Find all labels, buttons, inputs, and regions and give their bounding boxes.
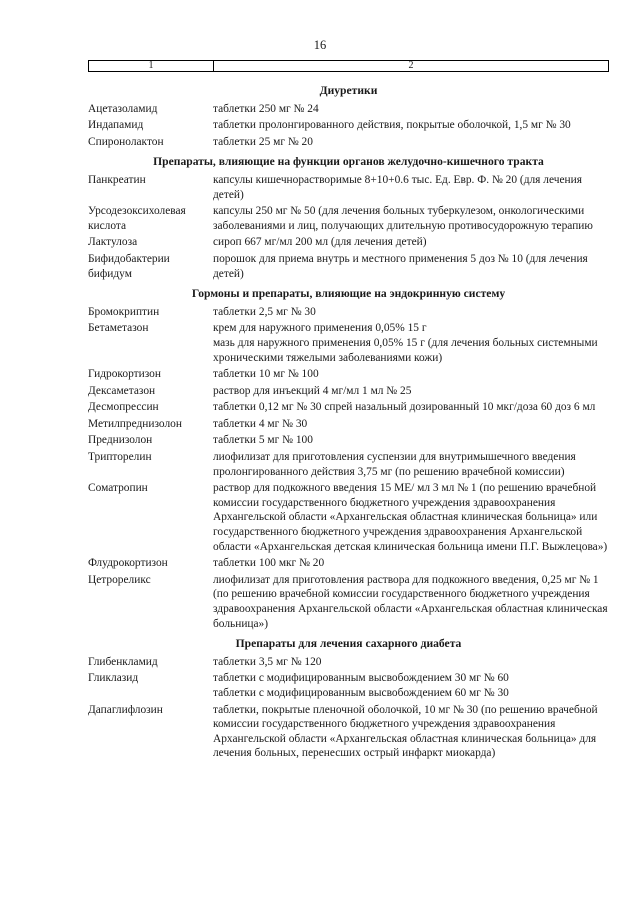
drug-form: сироп 667 мг/мл 200 мл (для лечения детей) (213, 236, 427, 249)
section-title-diuretics: Диуретики (319, 84, 378, 97)
drug-name: Флудрокортизон (88, 557, 168, 570)
drug-form: таблетки 10 мг № 100 (213, 368, 319, 381)
drug-name: Спиронолактон (88, 135, 164, 148)
drug-row (88, 481, 609, 554)
drug-name: Метилпреднизолон (88, 417, 182, 430)
drug-name: Трипторелин (88, 451, 152, 464)
drug-form: таблетки, покрытые пленочной оболочкой, 10 мг № 30 (по решению врачебной комиссии государственного бюджетного учреждения здравоохранения Архангельской области «Архангельская областная клиническая больница» для лечения больных, перенесших острый инфаркт миокарда) (213, 703, 598, 760)
drug-form: лиофилизат для приготовления раствора для подкожного введения, 0,25 мг № 1 (по решению врачебной комиссии государственного бюджетного учреждения здравоохранения Архангельской области «Архангельская областная клиническая больница») (213, 573, 608, 630)
drug-name: Гликлазид (88, 672, 139, 685)
drug-row (88, 400, 609, 415)
drug-form: таблетки 25 мг № 20 (213, 135, 313, 148)
drug-name: Лактулоза (88, 236, 138, 249)
drug-form: крем для наружного применения 0,05% 15 г (213, 322, 427, 335)
drug-form: таблетки 250 мг № 24 (213, 102, 319, 115)
drug-name: Бетаметазон (88, 322, 149, 335)
drug-form: раствор для инъекций 4 мг/мл 1 мл № 25 (213, 384, 412, 397)
drug-name: Панкреатин (88, 173, 146, 186)
drug-row (88, 173, 609, 202)
drug-name: Гидрокортизон (88, 368, 161, 381)
drug-row (88, 102, 609, 117)
drug-form: капсулы кишечнорастворимые 8+10+0.6 тыс. Ед. Евр. Ф. № 20 (для лечения детей) (213, 173, 582, 201)
drug-form: лиофилизат для приготовления суспензии для внутримышечного введения пролонгированного действия 3,75 мг (по решению врачебной комиссии) (213, 451, 576, 478)
drug-row (88, 321, 609, 365)
drug-row (88, 118, 609, 133)
column-header-2: 2 (408, 60, 414, 71)
drug-form: таблетки 0,12 мг № 30 спрей назальный дозированный 10 мкг/доза 60 доз 6 мл (213, 401, 596, 414)
drug-form: мазь для наружного применения 0,05% 15 г (для лечения больных системными хроническими тяжелыми заболеваниями кожи) (213, 336, 598, 364)
drug-row (88, 556, 609, 571)
column-header-row (88, 60, 609, 72)
drug-row (88, 450, 609, 479)
drug-row (88, 703, 609, 761)
drug-form: таблетки пролонгированного действия, покрытые оболочкой, 1,5 мг № 30 (213, 119, 571, 132)
drug-form: таблетки 5 мг № 100 (213, 434, 313, 447)
drug-row (88, 384, 609, 399)
drug-name: Цетрореликс (88, 573, 151, 586)
drug-name: Урсодезоксихолевая кислота (88, 205, 186, 232)
drug-form: таблетки 100 мкг № 20 (213, 557, 325, 570)
drug-row (88, 252, 609, 281)
drug-name: Дексаметазон (88, 384, 156, 397)
drug-name: Бромокриптин (88, 305, 160, 318)
drug-form: порошок для приема внутрь и местного применения 5 доз № 10 (для лечения детей) (213, 252, 588, 280)
drug-name: Ацетазоламид (88, 102, 158, 115)
drug-form: таблетки 2,5 мг № 30 (213, 305, 316, 318)
section-title-hormones: Гормоны и препараты, влияющие на эндокринную систему (191, 287, 506, 301)
drug-row (88, 655, 609, 670)
drug-name: Соматропин (88, 482, 148, 495)
drug-form: таблетки с модифицированным высвобождением 60 мг № 30 (213, 686, 509, 699)
drug-name: Глибенкламид (88, 655, 158, 668)
drug-name: Бифидобактерии бифидум (88, 252, 170, 280)
drug-name: Дапаглифлозин (88, 703, 163, 716)
section-title-diabetes: Препараты для лечения сахарного диабета (235, 637, 462, 651)
drug-row (88, 135, 609, 150)
section-title-gastrointestinal: Препараты, влияющие на функции органов желудочно-кишечного тракта (153, 155, 544, 169)
drug-name: Преднизолон (88, 434, 153, 447)
drug-row (88, 433, 609, 448)
drug-row (88, 305, 609, 320)
drug-form: таблетки 4 мг № 30 (213, 417, 308, 430)
drug-row (88, 235, 609, 250)
drug-row (88, 671, 609, 700)
drug-row (88, 204, 609, 233)
page-number: 16 (313, 38, 327, 52)
drug-row (88, 367, 609, 382)
drug-row (88, 573, 609, 631)
drug-name: Десмопрессин (88, 401, 159, 414)
drug-row (88, 417, 609, 432)
drug-form: раствор для подкожного введения 15 МЕ/ мл 3 мл № 1 (по решению врачебной комиссии государственного бюджетного учреждения здравоохранения Архангельской области «Архангельская областная клиническая больница» или государственного бюджетного учреждения здравоохранения Архангельской области «Архангельская детская клиническая больница имени П.Г. Выжлецова») (213, 482, 608, 553)
drug-name: Индапамид (88, 119, 144, 132)
drug-list (88, 82, 609, 763)
column-header-1: 1 (89, 61, 214, 71)
drug-form: таблетки с модифицированным высвобождением 30 мг № 60 (213, 672, 509, 685)
drug-form: капсулы 250 мг № 50 (для лечения больных туберкулезом, онкологическими заболеваниями и лиц, получающих длительную противосудорожную терапию (213, 205, 593, 232)
drug-form: таблетки 3,5 мг № 120 (213, 655, 322, 668)
